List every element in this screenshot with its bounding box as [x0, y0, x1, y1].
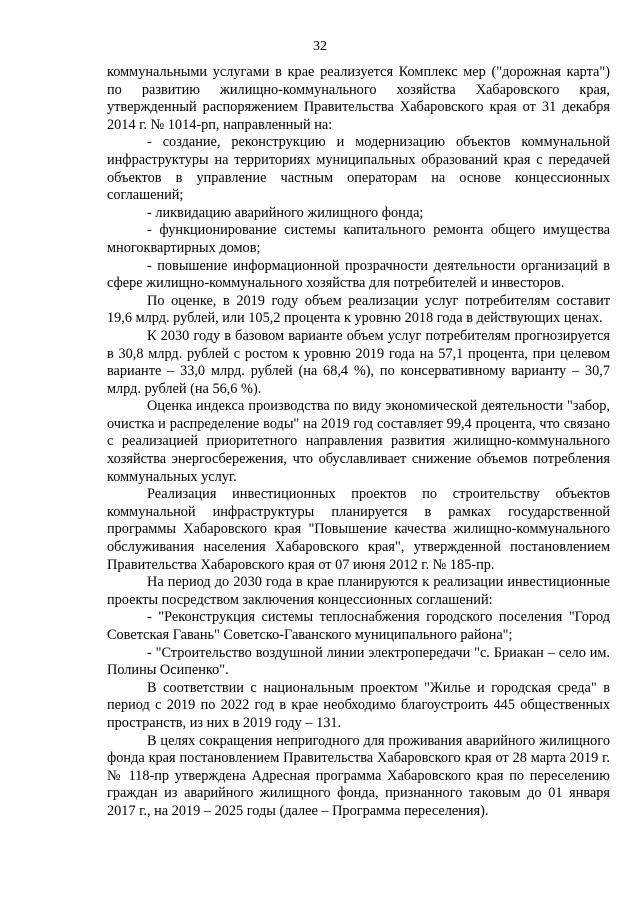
- paragraph-investment-projects: Реализация инвестиционных проектов по строительству объектов коммунальной инфраструктуры планируется в рамках государственной программы Хабаровского края "Повышение качества жилищно-коммунального обслуживания населения Хабаровского края", утвержденной постановлением Правительства Хабаровского края от 07 июня 2012 г. № 185-пр.: [107, 486, 610, 573]
- paragraph-bullet-transparency: - повышение информационной прозрачности деятельности организаций в сфере жилищно-коммунального хозяйства для потребителей и инвесторов.: [107, 257, 610, 292]
- paragraph-concessions-intro: На период до 2030 года в крае планируются к реализации инвестиционные проекты посредством заключения концессионных соглашений:: [107, 574, 610, 608]
- paragraph-bullet-heat-supply: - "Реконструкция системы теплоснабжения городского поселения "Город Советская Гавань" Советско-Гаванского муниципального района";: [107, 609, 610, 643]
- paragraph-bullet-emergency-housing: - ликвидацию аварийного жилищного фонда;: [147, 204, 424, 221]
- paragraph-water-index: Оценка индекса производства по виду экономической деятельности "забор, очистка и распределение воды" на 2019 год составляет 99,4 процента, что связано с реализацией приоритетного направления развития жилищно-коммунального хозяйства энергосбережения, что обуславливает снижение объемов потребления коммунальных услуг.: [107, 398, 610, 485]
- paragraph-roadmap-intro: коммунальными услугами в крае реализуется Комплекс мер ("дорожная карта") по развитию жилищно-коммунального хозяйства Хабаровского края, утвержденный распоряжением Правительства Хабаровского края от 31 декабря 2014 г. № 1014-рп, направленный на:: [107, 64, 610, 133]
- page-number: 32: [313, 39, 327, 54]
- paragraph-bullet-power-line: - "Строительство воздушной линии электропередачи "с. Бриакан – село им. Полины Осипенко".: [107, 644, 610, 679]
- paragraph-resettlement-program: В целях сокращения непригодного для проживания аварийного жилищного фонда края постановлением Правительства Хабаровского края от 28 марта 2019 г. № 118-пр утверждена Адресная программа Хабаровского края по переселению граждан из аварийного жилищного фонда, признанного таковым до 01 января 2017 г., на 2019 – 2025 годы (далее – Программа переселения).: [107, 732, 610, 819]
- paragraph-urban-environment: В соответствии с национальным проектом "Жилье и городская среда" в период с 2019 по 2022 год в крае необходимо благоустроить 445 общественных пространств, из них в 2019 году – 131.: [107, 679, 610, 731]
- paragraph-2019-estimate: По оценке, в 2019 году объем реализации услуг потребителям составит 19,6 млрд. рублей, или 105,2 процента к уровню 2018 года в действующих ценах.: [107, 292, 610, 327]
- document-body: [107, 64, 610, 821]
- paragraph-bullet-infrastructure: - создание, реконструкцию и модернизацию объектов коммунальной инфраструктуры на территориях муниципальных образований края с передачей объектов в управление частным операторам на основе концессионных соглашений;: [107, 134, 610, 204]
- paragraph-bullet-capital-repair: - функционирование системы капитального ремонта общего имущества многоквартирных домов;: [107, 222, 610, 256]
- paragraph-2030-forecast: К 2030 году в базовом варианте объем услуг потребителям прогнозируется в 30,8 млрд. рублей с ростом к уровню 2019 года на 57,1 процента, при целевом варианте – 33,0 млрд. рублей (на 68,4 %), по консервативному варианту – 30,7 млрд. рублей (на 56,6 %).: [107, 327, 610, 397]
